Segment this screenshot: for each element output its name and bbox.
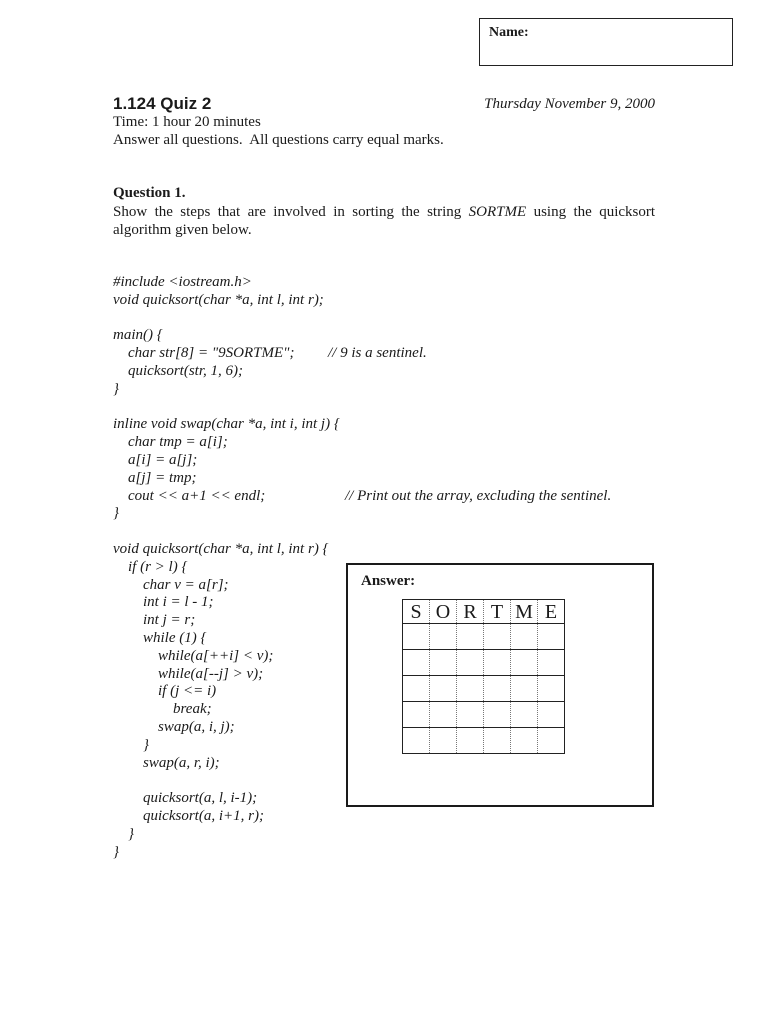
code-text: } [113,843,119,860]
instructions: Answer all questions. All questions carry equal marks. [113,132,444,148]
answer-cell [457,702,484,728]
grid-header-cell: M [511,600,538,624]
answer-cell [484,676,511,702]
grid-header-cell: S [403,600,430,624]
code-line [113,399,673,417]
answer-cell [430,676,457,702]
answer-cell [430,650,457,676]
code-comment: // Print out the array, excluding the sentinel. [345,487,612,504]
code-text: cout << a+1 << endl; [113,487,266,504]
code-line [113,363,673,381]
answer-cell [511,702,538,728]
code-text: } [113,825,134,842]
answer-cell [511,624,538,650]
answer-cell [538,676,565,702]
question-heading: Question 1. [113,185,186,201]
answer-cell [484,650,511,676]
answer-cell [403,728,430,754]
answer-grid-row [403,702,565,728]
code-text: void quicksort(char *a, int l, int r); [113,291,324,308]
answer-grid-row [403,728,565,754]
code-line [113,452,673,470]
code-line [113,381,673,399]
code-comment: // 9 is a sentinel. [328,345,427,362]
code-line [113,327,673,345]
page-title: 1.124 Quiz 2 [113,94,212,113]
answer-cell [538,650,565,676]
code-text: while(a[++i] < v); [113,647,274,664]
answer-cell [403,702,430,728]
question-prompt-line-2: algorithm given below. [113,222,252,238]
answer-grid-header-row [403,600,565,624]
answer-cell [511,728,538,754]
code-line [113,345,673,363]
code-line [113,523,673,541]
code-text: } [113,380,119,397]
answer-cell [430,702,457,728]
code-line [113,844,673,862]
code-line [113,274,673,292]
code-line [113,292,673,310]
answer-grid-row [403,624,565,650]
code-text: } [113,736,149,753]
code-text: void quicksort(char *a, int l, int r) { [113,540,329,557]
code-text: char str[8] = "9SORTME"; [113,345,295,362]
name-label: Name: [489,25,529,40]
grid-header-cell: O [430,600,457,624]
answer-cell [484,702,511,728]
code-text: while(a[--j] > v); [113,665,264,682]
answer-cell [511,676,538,702]
code-text: inline void swap(char *a, int i, int j) { [113,416,340,433]
grid-header-cell: E [538,600,565,624]
answer-cell [457,676,484,702]
answer-grid-row [403,650,565,676]
answer-grid [402,599,565,754]
code-text: } [113,505,119,522]
code-line [113,826,673,844]
answer-cell [430,624,457,650]
answer-cell [538,728,565,754]
code-text: int i = l - 1; [113,594,214,611]
prompt-text-end: using the quicksort [533,204,656,220]
answer-grid-body [403,600,565,754]
answer-cell [538,624,565,650]
code-line [113,416,673,434]
answer-label: Answer: [361,573,416,589]
code-text: quicksort(str, 1, 6); [113,362,243,379]
code-text: #include <iostream.h> [113,274,252,290]
code-line [113,808,673,826]
prompt-text-start: Show the steps that are involved in sorting the string [113,204,462,220]
code-line [113,310,673,328]
grid-header-cell: T [484,600,511,624]
answer-cell [403,650,430,676]
code-line [113,488,673,506]
code-text: quicksort(a, i+1, r); [113,807,264,824]
answer-cell [403,676,430,702]
quiz-date: Thursday November 9, 2000 [484,96,655,112]
answer-cell [457,728,484,754]
code-text: quicksort(a, l, i-1); [113,790,258,807]
time-limit: Time: 1 hour 20 minutes [113,114,261,130]
question-prompt-line-1 [113,203,655,221]
answer-box [346,563,654,807]
answer-cell [457,650,484,676]
answer-cell [484,728,511,754]
code-text: break; [113,701,212,718]
code-text: while (1) { [113,629,207,646]
code-text: a[j] = tmp; [113,469,197,486]
code-text: a[i] = a[j]; [113,451,198,468]
code-line [113,505,673,523]
answer-cell [511,650,538,676]
code-text: main() { [113,327,163,344]
code-text: if (j <= i) [113,683,217,700]
code-text: int j = r; [113,612,196,629]
grid-header-cell: R [457,600,484,624]
name-field-box [479,18,733,66]
code-text: char tmp = a[i]; [113,434,228,451]
code-line [113,434,673,452]
code-text: char v = a[r]; [113,576,229,593]
answer-cell [484,624,511,650]
answer-grid-row [403,676,565,702]
code-text: swap(a, r, i); [113,754,220,771]
code-text: swap(a, i, j); [113,718,235,735]
code-line [113,470,673,488]
code-text: if (r > l) { [113,558,188,575]
answer-cell [457,624,484,650]
code-line [113,541,673,559]
answer-cell [430,728,457,754]
answer-cell [403,624,430,650]
answer-cell [538,702,565,728]
prompt-emphasis: SORTME [468,204,527,220]
